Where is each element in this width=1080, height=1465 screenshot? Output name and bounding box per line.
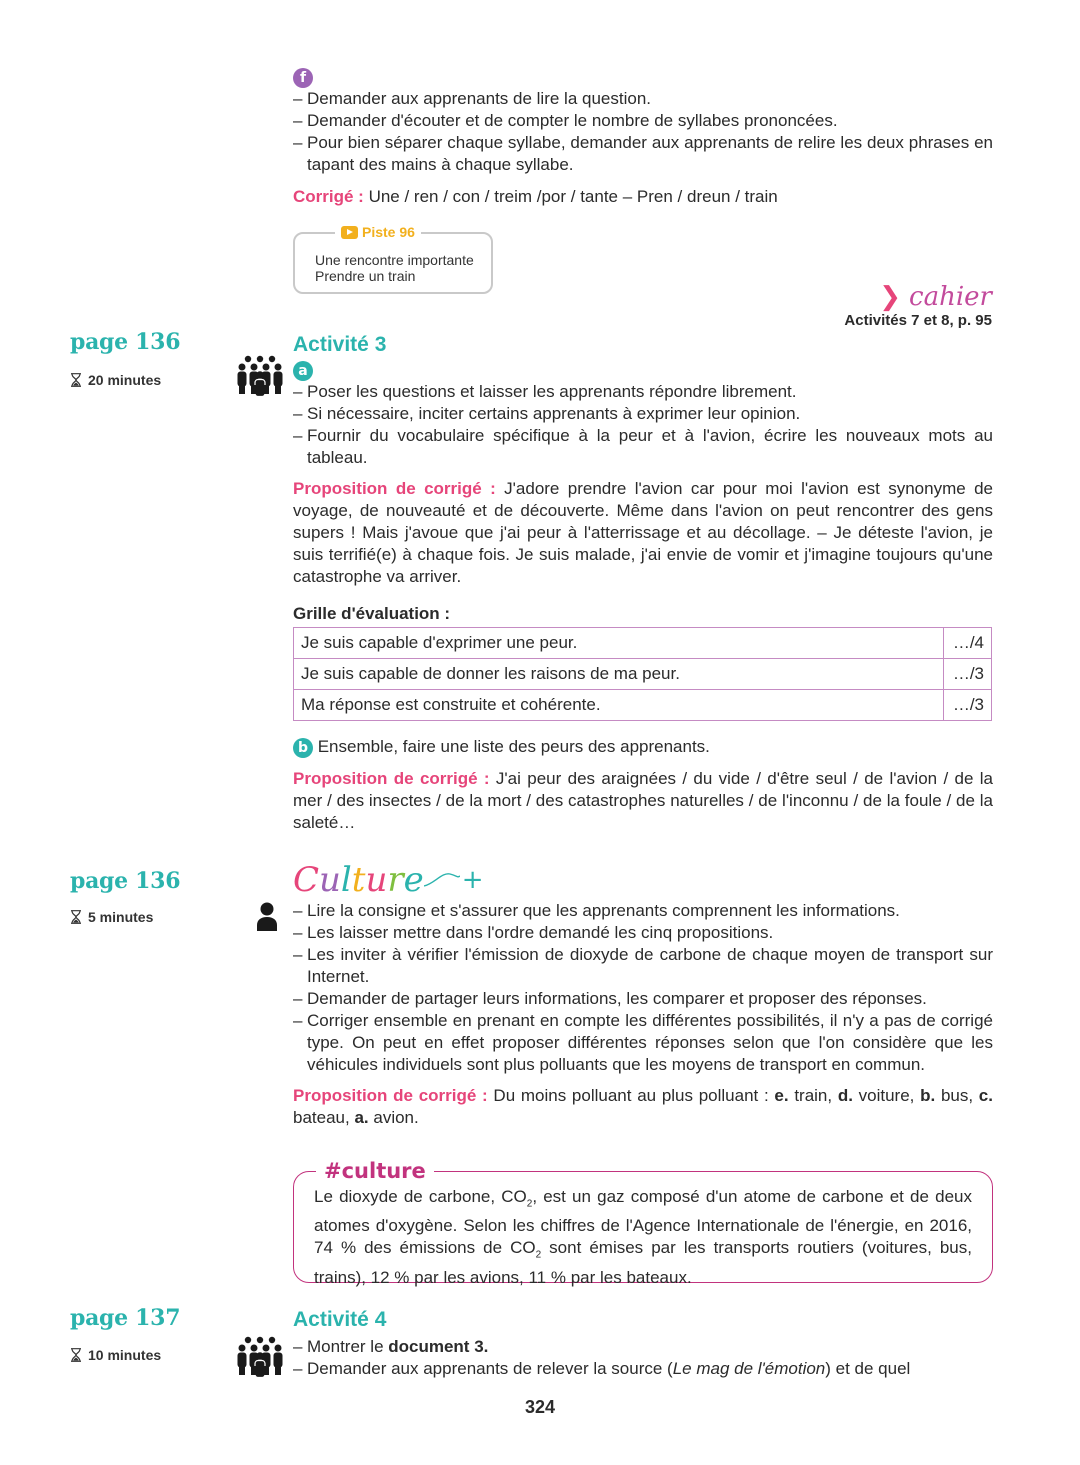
rank-item: bus, bbox=[935, 1086, 979, 1105]
list-item: – Demander aux apprenants de lire la question. bbox=[293, 88, 993, 110]
activity-4 bbox=[293, 1307, 993, 1380]
badge-f: f bbox=[293, 68, 313, 88]
proposition-corrige bbox=[293, 478, 993, 588]
list-item: – Les laisser mettre dans l'ordre demandé les cinq propositions. bbox=[293, 922, 993, 944]
score: …/4 bbox=[944, 628, 992, 659]
activity-title: Activité 4 bbox=[293, 1308, 387, 1331]
part-b-text: Ensemble, faire une liste des peurs des apprenants. bbox=[313, 737, 710, 756]
score: …/3 bbox=[944, 659, 992, 690]
culture-text bbox=[314, 1186, 972, 1289]
activity-3 bbox=[293, 332, 993, 834]
part-b bbox=[293, 736, 993, 758]
culture-text-part: Le dioxyde de carbone, CO bbox=[314, 1187, 527, 1206]
corrige-label: Corrigé : bbox=[293, 187, 364, 206]
proposition-corrige bbox=[293, 1085, 993, 1129]
rank-letter: a. bbox=[354, 1108, 369, 1127]
list-item: – Lire la consigne et s'assurer que les apprenants comprennent les informations. bbox=[293, 900, 993, 922]
title-letter: C bbox=[293, 860, 320, 900]
source-title: Le mag de l'émotion bbox=[672, 1359, 826, 1378]
rank-item: train, bbox=[788, 1086, 838, 1105]
page-reference: page 136 bbox=[70, 329, 181, 355]
list-item: – Corriger ensemble en prenant en compte les différentes possibilités, il n'y a pas de corrigé type. On peut en effet proposer différentes réponses selon que l'on considère que les véhicules individuels sont plus polluants que les moyens de transport en commun. bbox=[293, 1010, 993, 1076]
rank-item: avion. bbox=[368, 1108, 419, 1127]
table-row bbox=[294, 659, 992, 690]
proposition-text: J'ai peur des araignées / du vide / d'être seul / de l'avion / de la mer / des insectes / de la mort / des catastrophes naturelles / de l'inconnu / de la foule / de la saleté… bbox=[293, 769, 993, 832]
hourglass-icon bbox=[70, 373, 82, 387]
title-letter: u bbox=[319, 860, 341, 900]
piste-label bbox=[335, 224, 421, 240]
culture-plus-title bbox=[293, 862, 993, 898]
cahier-label: cahier bbox=[909, 282, 992, 312]
culture-text-part: sont émises par les transports routiers (voitures, bus, trains), 12 % par les avions, 11 % par les bateaux. bbox=[314, 1238, 972, 1287]
subscript: 2 bbox=[535, 1249, 542, 1261]
duration-text: 5 minutes bbox=[88, 909, 154, 925]
title-letter: t bbox=[351, 860, 366, 900]
audio-track-box[interactable] bbox=[293, 224, 493, 294]
list-item: – Si nécessaire, inciter certains apprenants à exprimer leur opinion. bbox=[293, 403, 993, 425]
title-letter: e bbox=[403, 860, 424, 900]
title-letter: l bbox=[340, 860, 352, 900]
group-icon bbox=[236, 1336, 284, 1378]
item-text: ) et de quel bbox=[825, 1359, 911, 1378]
culture-tag: #culture bbox=[316, 1160, 434, 1182]
instructions-list bbox=[293, 900, 993, 1076]
subscript: 2 bbox=[526, 1198, 533, 1210]
badge-b: b bbox=[293, 738, 313, 758]
group-icon bbox=[236, 355, 284, 397]
culture-info-box bbox=[293, 1159, 993, 1287]
criterion: Ma réponse est construite et cohérente. bbox=[294, 690, 944, 721]
page-reference: page 136 bbox=[70, 868, 181, 894]
list-item: – Pour bien séparer chaque syllabe, demander aux apprenants de relire les deux phrases en tapant des mains à chaque syllabe. bbox=[293, 132, 993, 176]
list-item: – Demander de partager leurs informations, les comparer et proposer des réponses. bbox=[293, 988, 993, 1010]
proposition-label: Proposition de corrigé : bbox=[293, 1086, 488, 1105]
score: …/3 bbox=[944, 690, 992, 721]
criterion: Je suis capable de donner les raisons de ma peur. bbox=[294, 659, 944, 690]
duration bbox=[70, 369, 161, 391]
instructions-list bbox=[293, 381, 993, 469]
hourglass-icon bbox=[70, 1348, 82, 1362]
list-item bbox=[293, 1358, 993, 1380]
table-row bbox=[294, 628, 992, 659]
rank-letter: b. bbox=[920, 1086, 936, 1105]
play-icon bbox=[341, 226, 358, 239]
activity-title: Activité 3 bbox=[293, 333, 387, 356]
proposition-label: Proposition de corrigé : bbox=[293, 479, 496, 498]
rank-letter: d. bbox=[837, 1086, 853, 1105]
piste-number: Piste 96 bbox=[362, 224, 415, 240]
proposition-corrige bbox=[293, 768, 993, 834]
instructions-list bbox=[293, 1336, 993, 1380]
proposition-label: Proposition de corrigé : bbox=[293, 769, 490, 788]
cahier-reference bbox=[844, 282, 992, 330]
rank-item: bateau, bbox=[293, 1108, 355, 1127]
title-letter: r bbox=[387, 860, 404, 900]
proposition-intro: Du moins polluant au plus polluant : bbox=[487, 1086, 775, 1105]
badge-a: a bbox=[293, 361, 313, 381]
instructions-list bbox=[293, 88, 993, 176]
chevron-right-icon: ❯ bbox=[879, 282, 902, 312]
person-icon bbox=[256, 902, 278, 931]
rank-letter: e. bbox=[774, 1086, 789, 1105]
duration bbox=[70, 906, 153, 928]
culture-plus bbox=[293, 862, 993, 1129]
document-ref: document 3. bbox=[388, 1337, 489, 1356]
section-f bbox=[293, 66, 993, 208]
evaluation-grid bbox=[293, 627, 992, 721]
culture-text-part: , est un gaz composé d'un atome de carbone et de deux atomes d'oxygène. Selon les chiffres de l'Agence Internationale de l'énergie, en 2016, 74 % des émissions de CO bbox=[314, 1187, 972, 1258]
list-item: – Fournir du vocabulaire spécifique à la peur et à l'avion, écrire les nouveaux mots au tableau. bbox=[293, 425, 993, 469]
criterion: Je suis capable d'exprimer une peur. bbox=[294, 628, 944, 659]
piste-line: Une rencontre importante bbox=[315, 252, 474, 268]
list-item: – Demander d'écouter et de compter le nombre de syllabes prononcées. bbox=[293, 110, 993, 132]
corrige-text: Une / ren / con / treim /por / tante – Pren / dreun / train bbox=[363, 187, 778, 206]
list-item: – Poser les questions et laisser les apprenants répondre librement. bbox=[293, 381, 993, 403]
grille-title: Grille d'évaluation : bbox=[293, 604, 451, 623]
duration-text: 10 minutes bbox=[88, 1347, 162, 1363]
cahier-title bbox=[844, 282, 992, 312]
corrige bbox=[293, 186, 993, 208]
list-item: – Les inviter à vérifier l'émission de dioxyde de carbone de chaque moyen de transport sur Internet. bbox=[293, 944, 993, 988]
title-letter: u bbox=[365, 860, 388, 900]
hourglass-icon bbox=[70, 910, 82, 924]
plus-icon: + bbox=[461, 865, 484, 895]
duration-text: 20 minutes bbox=[88, 372, 162, 388]
duration bbox=[70, 1344, 161, 1366]
page-number: 324 bbox=[524, 1397, 556, 1417]
item-text: Montrer le bbox=[307, 1337, 389, 1356]
list-item bbox=[293, 1336, 993, 1358]
cahier-activities: Activités 7 et 8, p. 95 bbox=[844, 312, 992, 329]
rank-letter: c. bbox=[978, 1086, 993, 1105]
rank-item: voiture, bbox=[852, 1086, 921, 1105]
table-row bbox=[294, 690, 992, 721]
swash-decoration bbox=[424, 870, 460, 890]
page-reference: page 137 bbox=[70, 1305, 181, 1331]
proposition-text: J'adore prendre l'avion car pour moi l'avion est synonyme de voyage, de nouveauté et de découverte. Même dans l'avion on peut rencontrer des gens supers ! Mais j'avoue que j'ai peur à l'atterrissage et au décollage. – Je déteste l'avion, je suis terrifié(e) à chaque fois. Je suis malade, j'ai envie de vomir et j'imagine toujours qu'une catastrophe va arriver. bbox=[293, 479, 993, 586]
piste-line: Prendre un train bbox=[315, 268, 416, 284]
item-text: Demander aux apprenants de relever la source ( bbox=[307, 1359, 673, 1378]
